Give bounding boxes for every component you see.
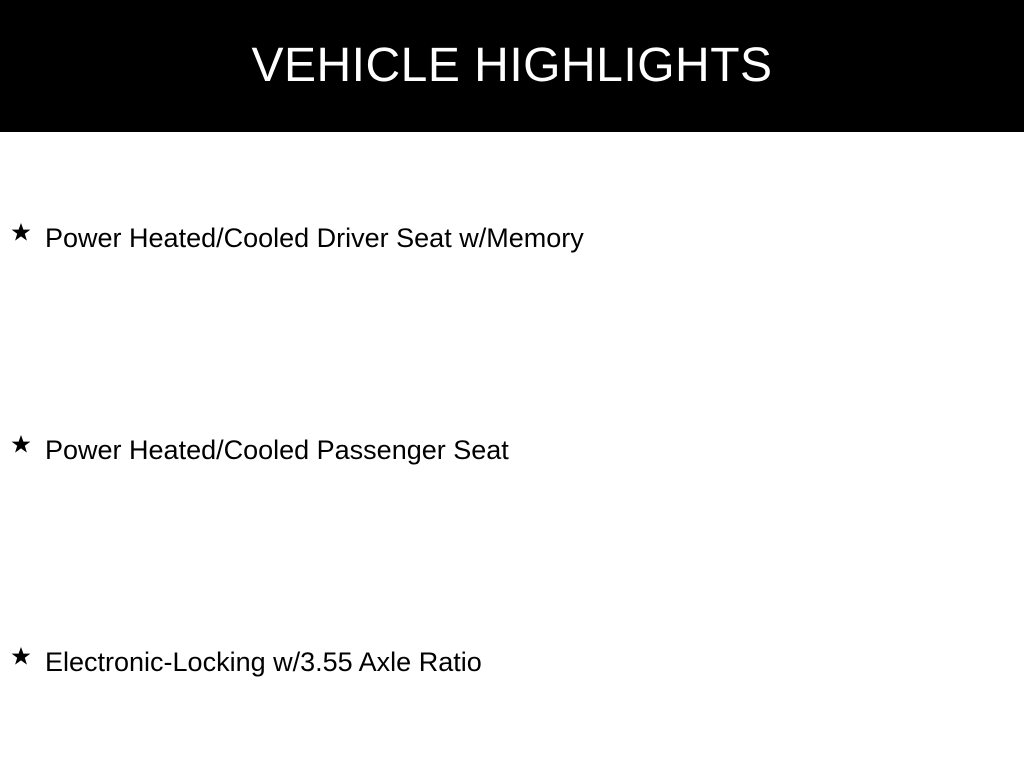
highlight-item — [0, 642, 1024, 682]
page-header — [0, 0, 1024, 132]
highlight-label: Power Heated/Cooled Passenger Seat — [45, 435, 509, 465]
highlight-item — [0, 430, 1024, 470]
highlight-label: Electronic-Locking w/3.55 Axle Ratio — [45, 647, 482, 677]
star-icon — [11, 222, 31, 242]
highlight-label: Power Heated/Cooled Driver Seat w/Memory — [45, 223, 584, 253]
star-icon — [11, 434, 31, 454]
highlight-item — [0, 218, 1024, 258]
page-title: VEHICLE HIGHLIGHTS — [251, 39, 773, 92]
star-icon — [11, 646, 31, 666]
